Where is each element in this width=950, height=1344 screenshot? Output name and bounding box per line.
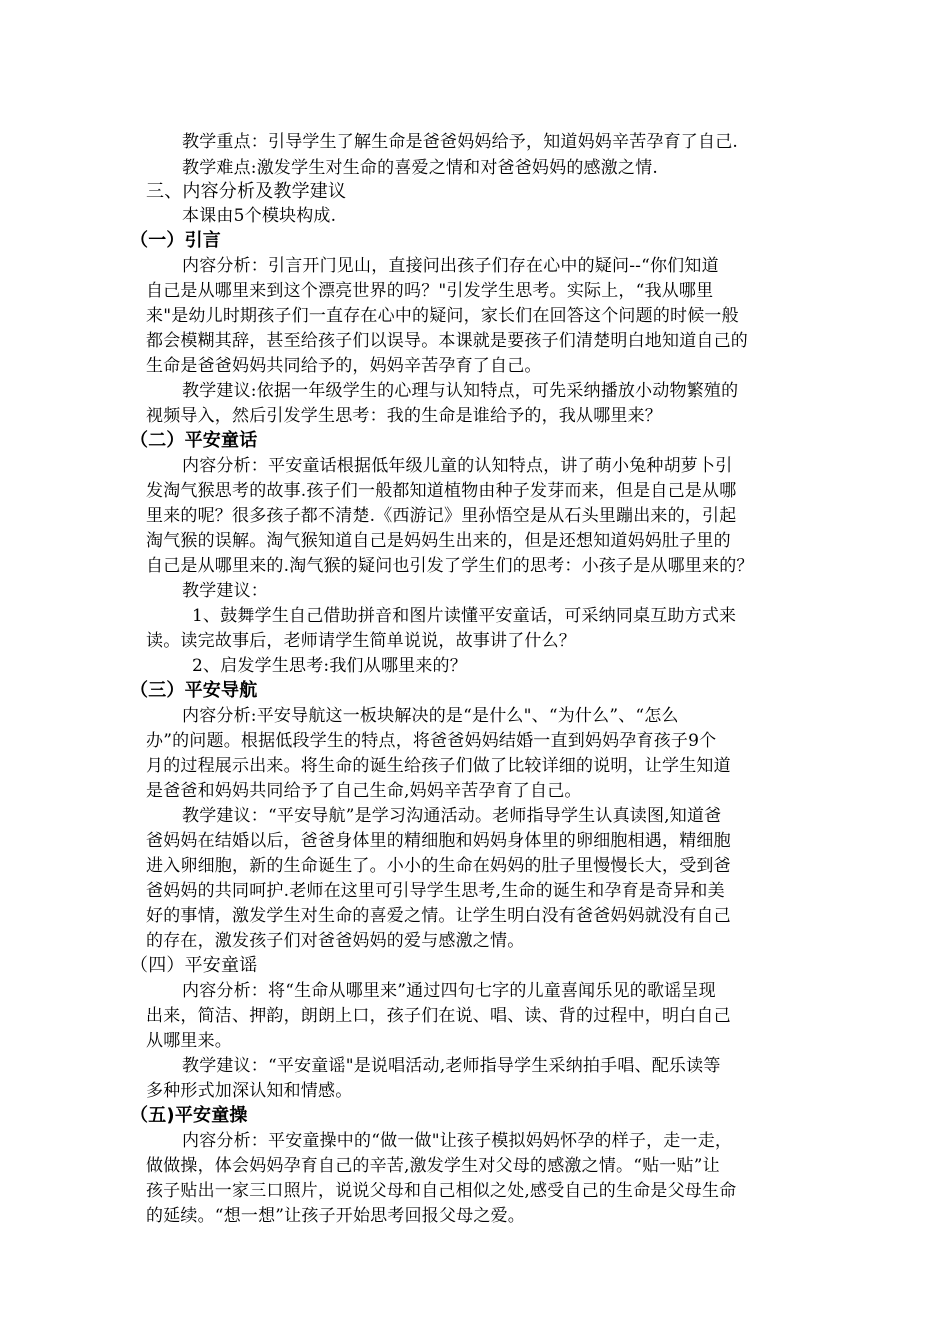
module-intro: 本课由5个模块构成.: [182, 206, 337, 226]
paragraph-line: 的存在，激发孩子们对爸爸妈妈的爱与感激之情。: [146, 931, 525, 951]
paragraph-line: 内容分析:平安导航这一板块解决的是“是什么"、“为什么”、“怎么: [182, 706, 679, 726]
paragraph-line: 好的事情，激发学生对生命的喜爱之情。让学生明白没有爸爸妈妈就没有自己: [146, 906, 731, 926]
paragraph-line: 自己是从哪里来到这个漂亮世界的吗？"引发学生思考。实际上，“我从哪里: [146, 281, 714, 301]
paragraph-line: 内容分析：将“生命从哪里来”通过四句七字的儿童喜闻乐见的歌谣呈现: [182, 981, 716, 1001]
paragraph-line: 多种形式加深认知和情感。: [146, 1081, 353, 1101]
paragraph-line: 办”的问题。根据低段学生的特点，将爸爸妈妈结婚一直到妈妈孕育孩子9个: [146, 731, 717, 751]
paragraph-line: 发淘气猴思考的故事.孩子们一般都知道植物由种子发芽而来，但是自己是从哪: [146, 481, 737, 501]
paragraph-line: 自己是从哪里来的.淘气猴的疑问也引发了学生们的思考：小孩子是从哪里来的？: [146, 556, 754, 576]
paragraph-line: 是爸爸和妈妈共同给予了自己生命,妈妈辛苦孕育了自己。: [146, 781, 582, 801]
paragraph-line: 教学建议：“平安童谣"是说唱活动,老师指导学生采纳拍手唱、配乐读等: [182, 1056, 721, 1076]
paragraph-line: 内容分析：平安童操中的“做一做"让孩子模拟妈妈怀孕的样子，走一走，: [182, 1131, 733, 1151]
paragraph-line: 进入卵细胞，新的生命诞生了。小小的生命在妈妈的肚子里慢慢长大，受到爸: [146, 856, 731, 876]
paragraph-line: 月的过程展示出来。将生命的诞生给孩子们做了比较详细的说明，让学生知道: [146, 756, 731, 776]
paragraph-line: 内容分析：引言开门见山，直接问出孩子们存在心中的疑问--“你们知道: [182, 256, 719, 276]
paragraph-line: 视频导入，然后引发学生思考：我的生命是谁给予的，我从哪里来？: [146, 406, 662, 426]
paragraph-line: 淘气猴的误解。淘气猴知道自己是妈妈生出来的，但是还想知道妈妈肚子里的: [146, 531, 731, 551]
subheading-navigation: （三）平安导航: [130, 680, 258, 701]
section-heading-3: 三、内容分析及教学建议: [146, 181, 347, 202]
paragraph-line: 教学建议：: [182, 581, 268, 601]
paragraph-line: 生命是爸爸妈妈共同给予的，妈妈辛苦孕育了自己。: [146, 356, 542, 376]
paragraph-line: 爸妈妈在结婚以后，爸爸身体里的精细胞和妈妈身体里的卵细胞相遇，精细胞: [146, 831, 731, 851]
paragraph-line: 里来的呢？很多孩子都不清楚.《西游记》里孙悟空是从石头里蹦出来的，引起: [146, 506, 737, 526]
paragraph-line: 的延续。“想一想”让孩子开始思考回报父母之爱。: [146, 1206, 525, 1226]
subheading-intro: （一）引言: [130, 230, 221, 251]
list-item: 1、鼓舞学生自己借助拼音和图片读懂平安童话，可采纳同桌互助方式来: [192, 606, 737, 626]
list-item: 2、启发学生思考:我们从哪里来的？: [192, 656, 467, 676]
subheading-nursery-rhyme: （四）平安童谣: [130, 955, 258, 976]
paragraph-line: 从哪里来。: [146, 1031, 232, 1051]
subheading-fairy-tale: （二）平安童话: [130, 430, 258, 451]
difficulty-paragraph: 教学难点:激发学生对生命的喜爱之情和对爸爸妈妈的感激之情.: [182, 158, 658, 178]
paragraph-line: 爸妈妈的共同呵护.老师在这里可引导学生思考,生命的诞生和孕育是奇异和美: [146, 881, 725, 901]
paragraph-line: 教学建议：“平安导航”是学习沟通活动。老师指导学生认真读图,知道爸: [182, 806, 722, 826]
paragraph-line: 孩子贴出一家三口照片，说说父母和自己相似之处,感受自己的生命是父母生命: [146, 1181, 737, 1201]
paragraph-line: 内容分析：平安童话根据低年级儿童的认知特点，讲了萌小兔种胡萝卜引: [182, 456, 733, 476]
focus-paragraph: 教学重点：引导学生了解生命是爸爸妈妈给予，知道妈妈辛苦孕育了自己.: [182, 132, 739, 152]
paragraph-line: 读。读完故事后，老师请学生简单说说，故事讲了什么？: [146, 631, 576, 651]
paragraph-line: 都会模糊其辞，甚至给孩子们以误导。本课就是要孩子们清楚明白地知道自己的: [146, 331, 748, 351]
paragraph-line: 来"是幼儿时期孩子们一直存在心中的疑问，家长们在回答这个问题的时候一般: [146, 306, 739, 326]
subheading-exercise: （五)平安童操: [130, 1105, 248, 1126]
paragraph-line: 出来，简洁、押韵，朗朗上口，孩子们在说、唱、读、背的过程中，明白自己: [146, 1006, 731, 1026]
paragraph-line: 做做操，体会妈妈孕育自己的辛苦,激发学生对父母的感激之情。“贴一贴”让: [146, 1156, 720, 1176]
paragraph-line: 教学建议:依据一年级学生的心理与认知特点，可先采纳播放小动物繁殖的: [182, 381, 739, 401]
